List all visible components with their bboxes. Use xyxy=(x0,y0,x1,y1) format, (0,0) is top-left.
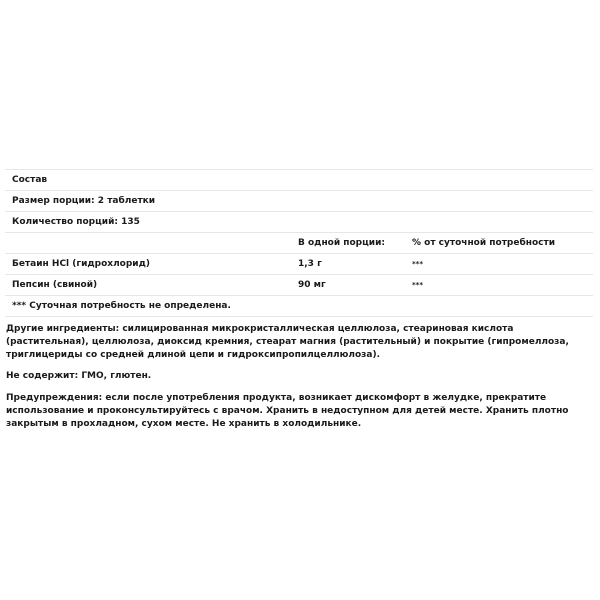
servings-count-row xyxy=(5,212,593,233)
supplement-facts-table xyxy=(5,169,593,317)
servings-count: Количество порций: 135 xyxy=(12,217,140,227)
ingredient-row xyxy=(5,275,593,296)
column-header-daily-value: % от суточной потребности xyxy=(412,238,556,248)
facts-title: Состав xyxy=(12,175,48,185)
ingredient-amount: 90 мг xyxy=(298,280,326,290)
column-header-row xyxy=(5,233,593,254)
warnings-label: Предупреждения: xyxy=(6,393,103,403)
free-of xyxy=(6,370,596,383)
facts-title-row xyxy=(5,170,593,191)
ingredient-row xyxy=(5,254,593,275)
footnote: *** Суточная потребность не определена. xyxy=(12,301,231,311)
ingredient-daily-value: *** xyxy=(412,281,423,289)
ingredient-name: Пепсин (свиной) xyxy=(12,280,98,290)
serving-size: Размер порции: 2 таблетки xyxy=(12,196,156,206)
column-header-per-serving: В одной порции: xyxy=(298,238,386,248)
ingredient-name: Бетаин HCl (гидрохлорид) xyxy=(12,259,150,269)
ingredient-amount: 1,3 г xyxy=(298,259,322,269)
serving-size-row xyxy=(5,191,593,212)
warnings-text: если после употребления продукта, возникает дискомфорт в желудке, прекратите использование и проконсультируйтесь с врачом. Хранить в недоступном для детей месте. Хранить плотно закрытым в прохладном, сухом месте. Не хранить в холодильнике. xyxy=(6,393,569,429)
other-ingredients-label: Другие ингредиенты: xyxy=(6,324,120,334)
footnote-row xyxy=(5,296,593,317)
free-of-text: ГМО, глютен. xyxy=(78,371,152,381)
other-ingredients-text: силицированная микрокристаллическая целлюлоза, стеариновая кислота (растительная), целлюлоза, диоксид кремния, стеарат магния (растительный) и покрытие (гипромеллоза, триглицериды со средней длиной цепи и гидроксипропилцеллюлоза). xyxy=(6,324,569,360)
warnings xyxy=(6,392,596,431)
other-ingredients xyxy=(6,323,596,362)
free-of-label: Не содержит: xyxy=(6,371,79,381)
ingredient-daily-value: *** xyxy=(412,260,423,268)
